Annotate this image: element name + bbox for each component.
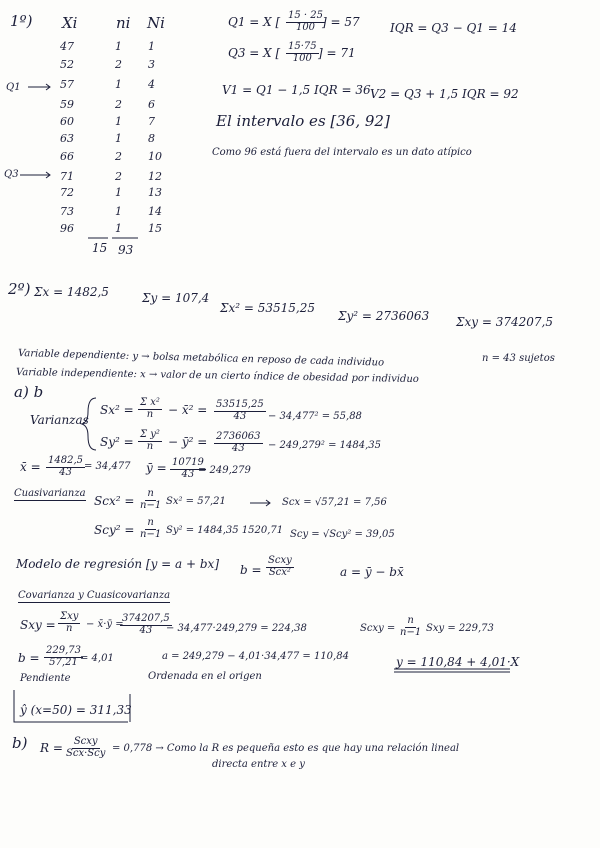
table-row — [60, 186, 170, 206]
ybar-num: 10719 — [172, 457, 204, 468]
v2-formula: V2 = Q3 + 1,5 IQR = 92 — [370, 87, 519, 101]
sum-x2: Σx² = 53515,25 — [220, 301, 316, 315]
regression-model: Modelo de regresión [y = a + bx] — [16, 557, 220, 571]
cell-ni: 2 — [115, 98, 122, 111]
cell-xi: 57 — [60, 78, 74, 91]
ybar-den: 43 — [181, 468, 195, 480]
sample-size: n = 43 sujetos — [482, 353, 555, 364]
cell-ni: 1 — [115, 40, 122, 53]
a-calc: a = 249,279 − 4,01·34,477 = 110,84 — [162, 651, 349, 662]
cell-xi: 96 — [60, 222, 74, 235]
sy2-val-den: 43 — [231, 442, 245, 454]
xbar-den: 43 — [59, 466, 72, 478]
scx2-result: Sx² = 57,21 — [166, 496, 226, 507]
xbar-result: = 34,477 — [84, 461, 131, 472]
b-calc-result: = 4,01 — [80, 653, 114, 664]
table-row — [60, 222, 170, 242]
sy2-val-num: 2736063 — [216, 431, 261, 442]
xbar-lhs: x̄ = — [20, 460, 41, 474]
b-def-lhs: b = — [240, 563, 262, 577]
sx2-val-den: 43 — [233, 410, 247, 422]
interval-statement: El intervalo es [36, 92] — [216, 112, 390, 130]
q3-fraction-num: 15·75 — [288, 41, 317, 52]
sx2-val-num: 53515,25 — [216, 399, 264, 410]
cell-xi: 60 — [60, 115, 74, 128]
cell-Ni: 3 — [148, 58, 155, 71]
total-Ni: 93 — [118, 243, 134, 257]
sxy-def-fraction — [58, 612, 80, 634]
table-row — [60, 40, 170, 60]
sx2-lhs: Sx² = — [100, 403, 134, 417]
column-ni-header: ni — [116, 14, 131, 32]
scx2-den: n−1 — [140, 499, 162, 511]
sy2-def-fraction — [138, 430, 162, 452]
q3-fraction — [286, 42, 319, 64]
scy2-fraction — [138, 518, 163, 540]
problem-1-number: 1º) — [10, 12, 33, 30]
problem-2-number: 2º) — [8, 280, 31, 298]
sx2-minus: − x̄² = — [168, 403, 208, 417]
independent-variable: Variable independiente: x → valor de un cierto índice de obesidad por individuo — [15, 367, 419, 386]
scy2-lhs: Scy² = — [94, 523, 135, 537]
scx2-num: n — [147, 488, 154, 499]
scxy-lhs: Scxy = — [360, 623, 396, 634]
table-row — [60, 78, 170, 98]
total-ni: 15 — [92, 241, 108, 255]
column-Ni-header: Ni — [147, 14, 165, 32]
cell-Ni: 6 — [148, 98, 155, 111]
part-a-label: a) b — [14, 383, 44, 401]
cell-Ni: 10 — [148, 150, 162, 163]
outlier-note: Como 96 está fuera del intervalo es un dato atípico — [212, 147, 472, 158]
sum-x: Σx = 1482,5 — [34, 285, 109, 299]
sxy-mid: − x̄·ȳ = — [86, 619, 124, 630]
dependent-variable: Variable dependiente: y → bolsa metabólica en reposo de cada individuo — [17, 348, 385, 369]
cell-Ni: 13 — [148, 186, 162, 199]
scx2-lhs: Scx² = — [94, 494, 135, 508]
xbar-num: 1482,5 — [48, 455, 83, 466]
cell-Ni: 15 — [148, 222, 162, 235]
b-calc-fraction — [44, 646, 83, 668]
q3-formula: Q3 = X [ — [228, 46, 281, 60]
cell-ni: 1 — [115, 132, 122, 145]
sx2-result: − 34,477² = 55,88 — [268, 411, 362, 422]
scx2-fraction — [138, 489, 163, 511]
cell-ni: 1 — [115, 115, 122, 128]
scxy-fraction — [398, 616, 423, 638]
sy2-def-num: Σ y² — [140, 429, 160, 440]
sum-y2: Σy² = 2736063 — [338, 309, 430, 323]
q1-fraction-num: 15 · 25 — [288, 10, 323, 21]
a-def: a = ȳ − bx̄ — [340, 565, 404, 579]
cell-xi: 66 — [60, 150, 74, 163]
cell-Ni: 14 — [148, 205, 162, 218]
q1-fraction — [286, 11, 325, 33]
q1-fraction-den: 100 — [295, 21, 316, 33]
q1-marker: Q1 — [6, 82, 21, 93]
sxy-result: − 34,477·249,279 = 224,38 — [166, 623, 307, 634]
cell-xi: 59 — [60, 98, 74, 111]
ybar-result: = 249,279 — [198, 465, 251, 476]
sxy-val-den: 43 — [139, 624, 153, 636]
q1-formula: Q1 = X [ — [228, 15, 281, 29]
q3-fraction-den: 100 — [292, 52, 312, 64]
cell-xi: 52 — [60, 58, 74, 71]
xbar-fraction — [46, 456, 85, 478]
scy2-den: n−1 — [140, 528, 162, 540]
cell-xi: 47 — [60, 40, 74, 53]
sy2-val-fraction — [214, 432, 263, 454]
cuasivarianza-heading: Cuasivarianza — [14, 488, 86, 499]
r-result: = 0,778 → Como la R es pequeña esto es que hay una relación lineal — [112, 743, 460, 754]
scy2-num: n — [147, 517, 154, 528]
part-b-label: b) — [12, 734, 28, 752]
sxy-def-num: Σxy — [60, 611, 79, 622]
sx2-def-den: n — [146, 408, 154, 420]
cell-ni: 2 — [115, 150, 122, 163]
scxy-den: n−1 — [400, 626, 422, 638]
r-num: Scxy — [73, 736, 98, 747]
scy2-result: Sy² = 1484,35 1520,71 — [166, 525, 284, 536]
sxy-lhs: Sxy = — [20, 618, 56, 632]
cell-Ni: 8 — [148, 132, 155, 145]
sx2-val-fraction — [214, 400, 266, 422]
cov-heading: Covarianza y Cuasicovarianza — [18, 590, 171, 601]
r-den: Scx·Scy — [66, 747, 106, 759]
varianzas-label: Varianzas — [30, 413, 89, 427]
table-row — [60, 150, 170, 170]
scy-result: Scy = √Scy² = 39,05 — [290, 529, 395, 540]
q3-marker: Q3 — [4, 169, 19, 180]
r-fraction — [64, 737, 107, 759]
scx-result: Scx = √57,21 = 7,56 — [282, 497, 387, 508]
q1-result: ] = 57 — [322, 15, 360, 29]
sum-y: Σy = 107,4 — [142, 291, 210, 305]
sy2-lhs: Sy² = — [100, 435, 134, 449]
b-calc-den: 57,21 — [49, 656, 78, 668]
sxy-val-fraction — [120, 614, 172, 636]
sxy-val-num: 374207,5 — [122, 613, 170, 624]
cell-ni: 2 — [115, 170, 122, 183]
b-def-fraction — [266, 556, 294, 578]
model-equation: y = 110,84 + 4,01·X — [396, 655, 520, 669]
iqr-formula: IQR = Q3 − Q1 = 14 — [390, 21, 517, 35]
column-xi-header: Xi — [62, 14, 78, 32]
table-row — [60, 132, 170, 152]
sy2-def-den: n — [146, 440, 154, 452]
ybar-lhs: ȳ = — [146, 461, 167, 475]
sum-xy: Σxy = 374207,5 — [456, 315, 553, 329]
pendiente-label: Pendiente — [20, 673, 71, 684]
scxy-result: Sxy = 229,73 — [426, 623, 494, 634]
cell-Ni: 1 — [148, 40, 155, 53]
cell-Ni: 12 — [148, 170, 162, 183]
b-def-den: Scx² — [268, 566, 291, 578]
sy2-result: − 249,279² = 1484,35 — [268, 440, 382, 451]
sy2-minus: − ȳ² = — [168, 435, 208, 449]
v1-formula: V1 = Q1 − 1,5 IQR = 36 — [222, 83, 371, 97]
cell-ni: 1 — [115, 205, 122, 218]
cell-xi: 73 — [60, 205, 74, 218]
cell-ni: 1 — [115, 222, 122, 235]
b-calc-lhs: b = — [18, 651, 40, 665]
scxy-num: n — [407, 615, 414, 626]
cell-ni: 2 — [115, 58, 122, 71]
cell-Ni: 4 — [148, 78, 155, 91]
sx2-def-num: Σ x² — [140, 397, 160, 408]
prediction: ŷ (x=50) = 311,33 — [20, 703, 132, 717]
b-def-num: Scxy — [268, 555, 292, 566]
sx2-def-fraction — [138, 398, 162, 420]
origin-label: Ordenada en el origen — [148, 671, 262, 682]
cell-xi: 63 — [60, 132, 74, 145]
cell-xi: 71 — [60, 170, 74, 183]
cell-ni: 1 — [115, 78, 122, 91]
cell-xi: 72 — [60, 186, 74, 199]
table-row — [60, 58, 170, 78]
cell-Ni: 7 — [148, 115, 155, 128]
q3-result: ] = 71 — [318, 46, 356, 60]
r-lhs: R = — [40, 741, 63, 755]
r-result-cont: directa entre x e y — [212, 759, 305, 770]
b-calc-num: 229,73 — [46, 645, 81, 656]
cell-ni: 1 — [115, 186, 122, 199]
sxy-def-den: n — [65, 622, 73, 634]
